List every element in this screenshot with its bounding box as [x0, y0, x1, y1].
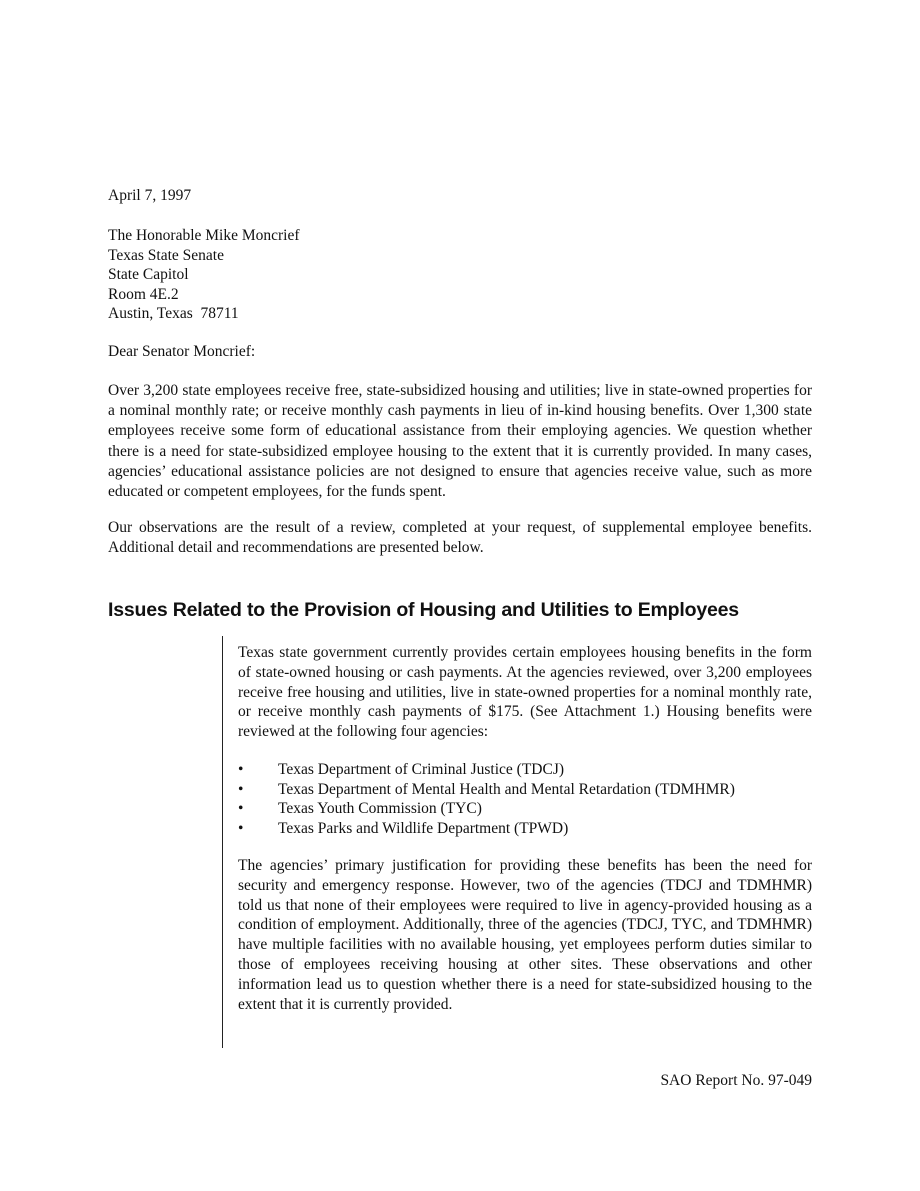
- address-line-organization: Texas State Senate: [108, 246, 224, 264]
- scope-paragraph: Our observations are the result of a review, completed at your request, of supplemental employee benefits. Additional detail and recommendations are presented below.: [108, 519, 812, 557]
- address-line-building: State Capitol: [108, 266, 189, 284]
- address-line-room: Room 4E.2: [108, 285, 179, 303]
- agency-name: Texas Department of Criminal Justice (TDCJ): [278, 761, 565, 778]
- list-item: [238, 760, 812, 780]
- agency-list: [238, 760, 812, 838]
- list-item: [238, 799, 812, 819]
- bullet-icon: •: [238, 780, 244, 798]
- section-intro-paragraph: Texas state government currently provides certain employees housing benefits in the form of state-owned housing or cash payments. At the agencies reviewed, over 3,200 employees receive free housing and utilities, live in state-owned properties for a nominal monthly rate, or receive monthly cash payments of $175. (See Attachment 1.) Housing benefits were reviewed at the following four agencies:: [238, 644, 812, 741]
- section-heading: Issues Related to the Provision of Housing and Utilities to Employees: [108, 599, 739, 621]
- bullet-icon: •: [238, 761, 244, 778]
- bullet-icon: •: [238, 800, 244, 817]
- summary-paragraph: Over 3,200 state employees receive free, state-subsidized housing and utilities; live in state-owned properties for a nominal monthly rate; or receive monthly cash payments in lieu of in-kind housing benefits. Over 1,300 state employees receive some form of educational assistance from their employing agencies. We question whether there is a need for state-subsidized employee housing to the extent that it is currently provided. In many cases, agencies’ educational assistance policies are not designed to ensure that agencies receive value, such as more educated or competent employees, for the funds spent.: [108, 382, 812, 501]
- agency-name: Texas Parks and Wildlife Department (TPWD): [278, 819, 569, 837]
- agency-name: Texas Department of Mental Health and Mental Retardation (TDMHMR): [278, 780, 735, 798]
- list-item: [238, 780, 812, 800]
- letter-date: April 7, 1997: [108, 187, 192, 204]
- address-line-name: The Honorable Mike Moncrief: [108, 227, 300, 244]
- recipient-address-block: [108, 226, 300, 324]
- address-line-city: Austin, Texas 78711: [108, 305, 239, 323]
- section-conclusion-paragraph: The agencies’ primary justification for providing these benefits has been the need for security and emergency response. However, two of the agencies (TDCJ and TDMHMR) told us that none of their employees were required to live in agency-provided housing as a condition of employment. Additionally, three of the agencies (TDCJ, TYC, and TDMHMR) have multiple facilities with no available housing, yet employees perform duties similar to those of employees receiving housing at other sites. These observations and other information lead us to question whether there is a need for state-subsidized housing to the extent that it is currently provided.: [238, 857, 812, 1013]
- salutation: Dear Senator Moncrief:: [108, 343, 256, 360]
- report-number: SAO Report No. 97-049: [660, 1072, 812, 1089]
- section-vertical-rule: [222, 636, 223, 1048]
- agency-name: Texas Youth Commission (TYC): [278, 800, 482, 817]
- list-item: [238, 819, 812, 839]
- bullet-icon: •: [238, 819, 244, 837]
